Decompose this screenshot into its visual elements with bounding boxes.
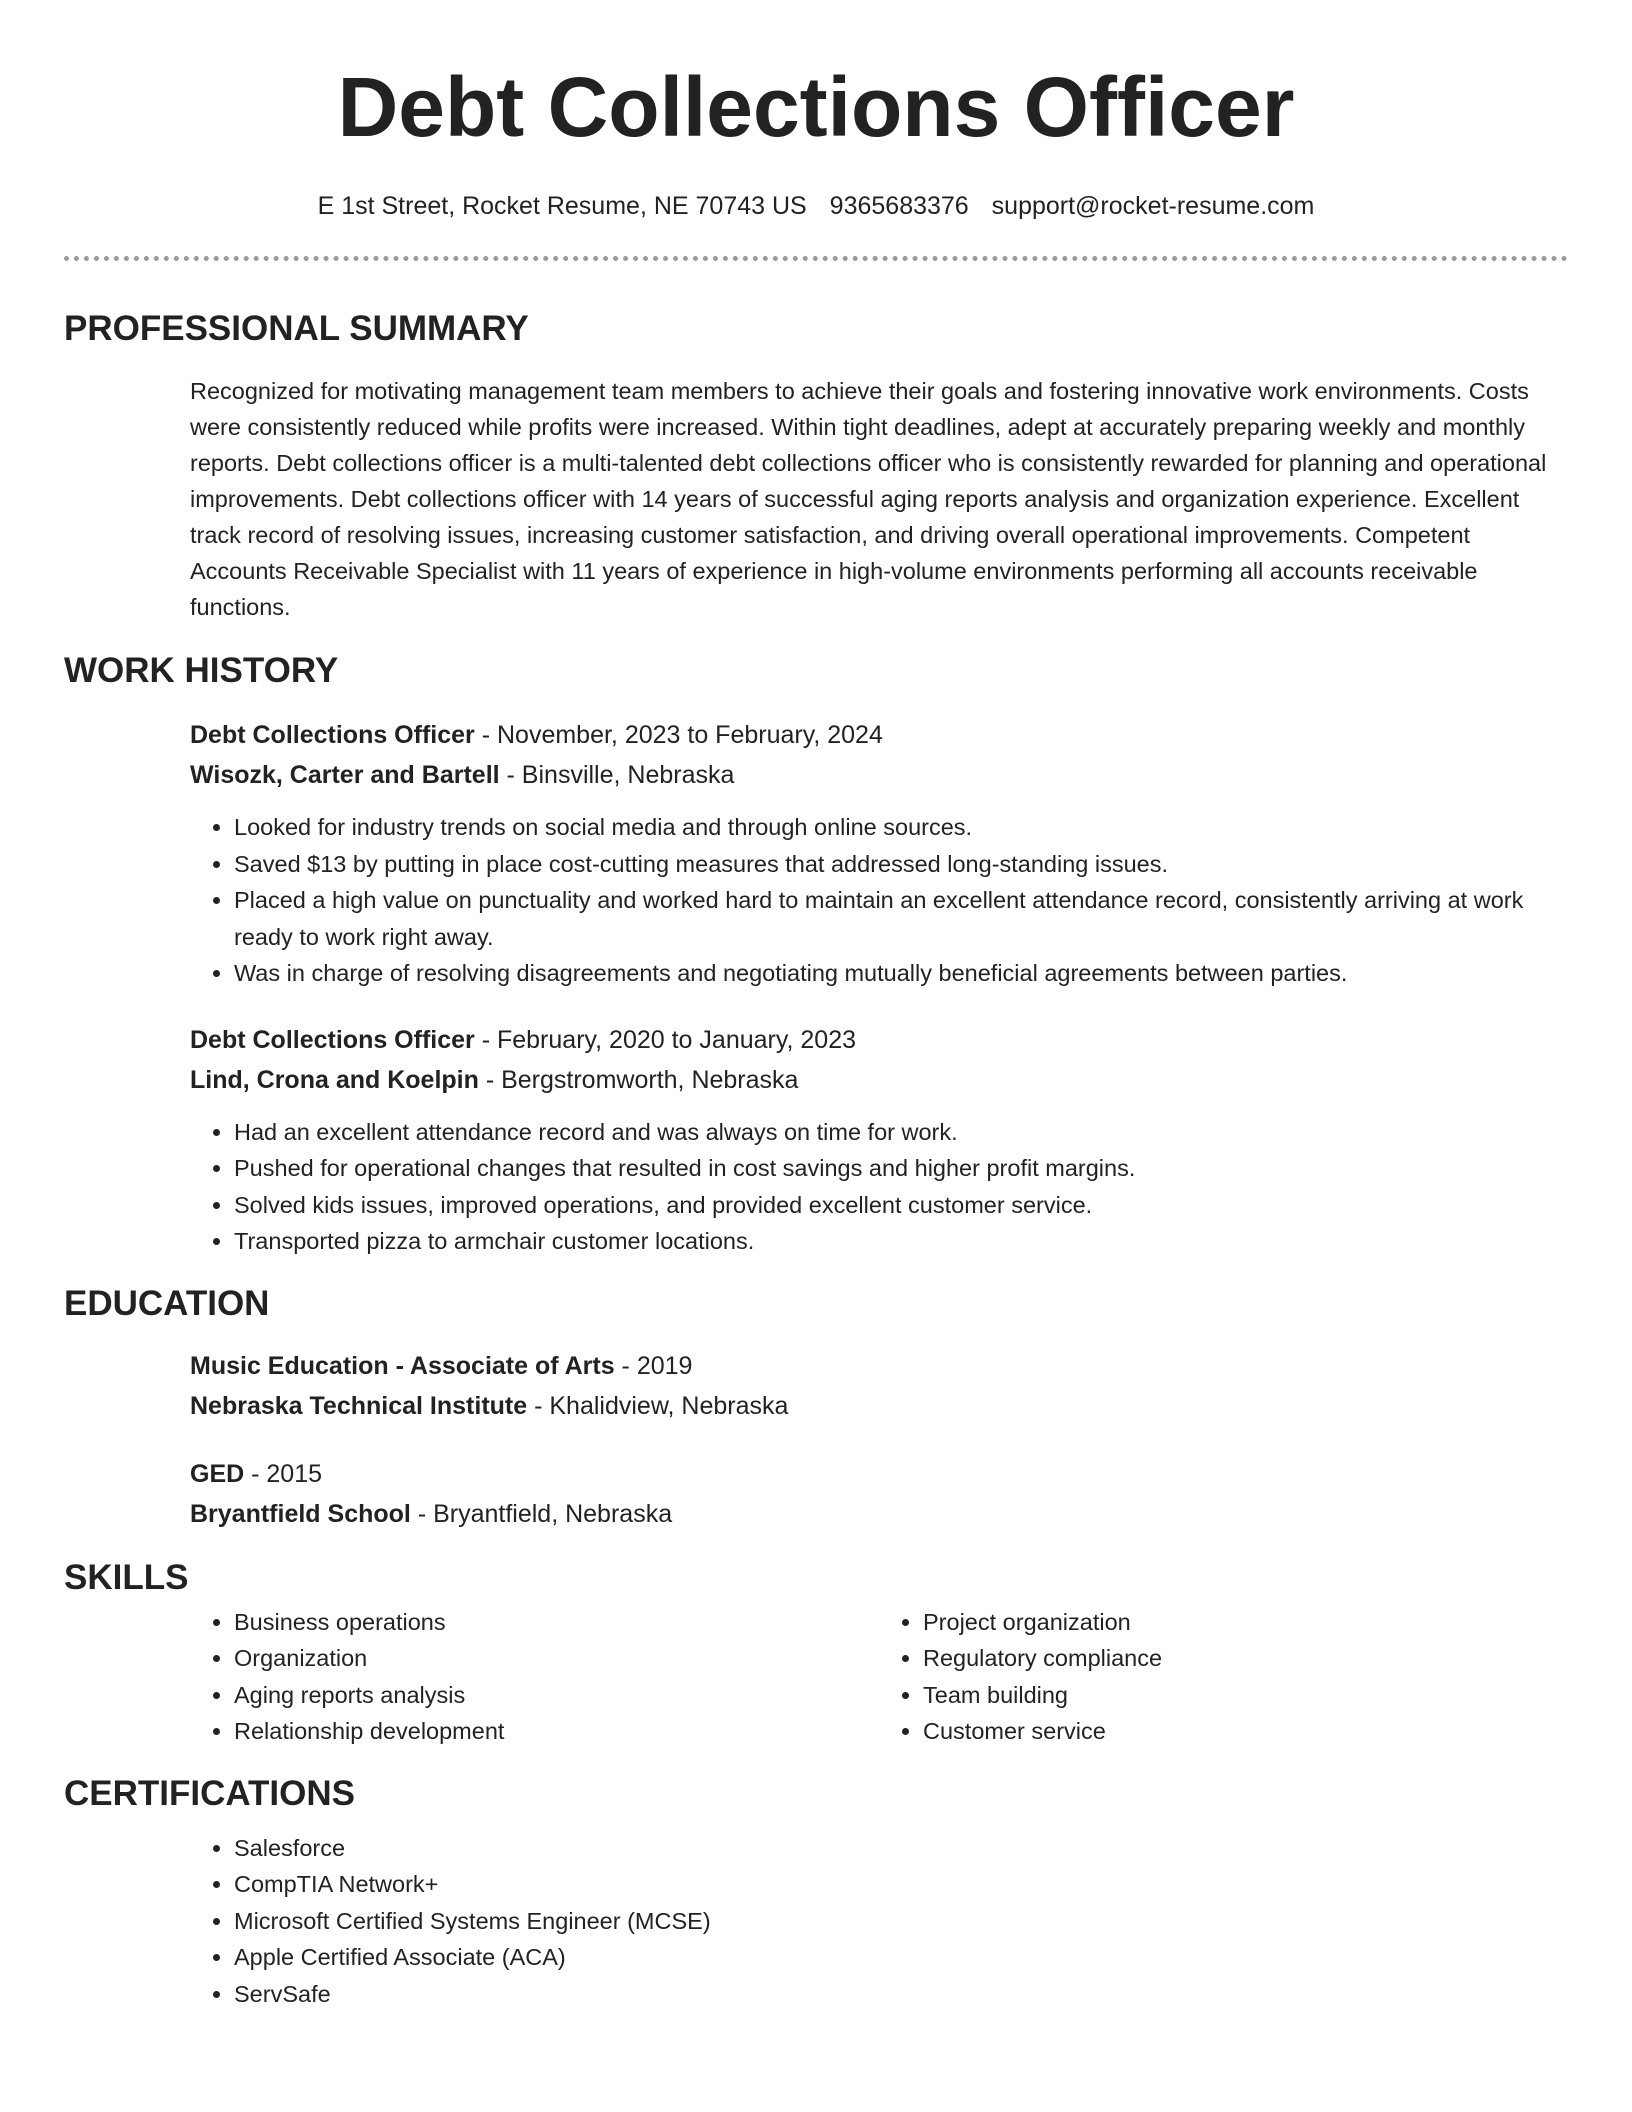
- job-dates: - November, 2023 to February, 2024: [474, 721, 883, 749]
- list-item: • ServSafe: [234, 1976, 1568, 2013]
- summary-section: [64, 307, 1568, 625]
- work-history-heading: WORK HISTORY: [64, 651, 339, 690]
- certifications-block: [190, 1830, 1568, 2013]
- job-dates: - February, 2020 to January, 2023: [474, 1025, 857, 1054]
- education-year: - 2015: [244, 1459, 323, 1488]
- education-section: [64, 1282, 1568, 1534]
- list-item: • Business operations: [234, 1604, 879, 1641]
- education-year: - 2019: [614, 1351, 693, 1380]
- job-role: Debt Collections Officer: [190, 1025, 475, 1054]
- list-item: • Had an excellent attendance record and was always on time for work.: [234, 1114, 1568, 1151]
- summary-heading: PROFESSIONAL SUMMARY: [64, 309, 529, 348]
- job-company-line: [190, 1060, 1568, 1100]
- certifications-section: [64, 1772, 1568, 2013]
- job-title-line: [190, 1020, 1568, 1060]
- education-school: Nebraska Technical Institute: [190, 1391, 528, 1420]
- education-heading: EDUCATION: [64, 1283, 270, 1323]
- list-item: • Customer service: [923, 1713, 1568, 1750]
- list-item: • Apple Certified Associate (ACA): [234, 1939, 1568, 1976]
- job-company: Wisozk, Carter and Bartell: [190, 761, 500, 789]
- work-history-section: [64, 649, 1568, 1260]
- list-item: • Saved $13 by putting in place cost-cutting measures that addressed long-standing issues.: [234, 846, 1568, 883]
- education-school: Bryantfield School: [190, 1499, 411, 1528]
- list-item: • Was in charge of resolving disagreements and negotiating mutually beneficial agreements between parties.: [234, 955, 1568, 992]
- education-location: - Khalidview, Nebraska: [527, 1391, 789, 1420]
- job-location: - Bergstromworth, Nebraska: [478, 1065, 799, 1094]
- list-item: • Project organization: [923, 1604, 1568, 1641]
- list-item: • Looked for industry trends on social media and through online sources.: [234, 809, 1568, 846]
- skills-section: [64, 1556, 1568, 1750]
- job-location: - Binsville, Nebraska: [499, 761, 735, 789]
- list-item: • Team building: [923, 1677, 1568, 1714]
- job-bullets: [190, 809, 1568, 992]
- list-item: • Pushed for operational changes that resulted in cost savings and higher profit margins.: [234, 1150, 1568, 1187]
- education-degree-line: [190, 1346, 1568, 1386]
- list-item: • Transported pizza to armchair customer locations.: [234, 1223, 1568, 1260]
- job-title-line: [190, 715, 1568, 755]
- education-entry: [190, 1454, 1568, 1534]
- header-divider: [64, 256, 1568, 261]
- skills-list-right: [879, 1604, 1568, 1750]
- contact-line: [64, 190, 1568, 222]
- skills-heading: SKILLS: [64, 1557, 189, 1597]
- job-entry: [190, 715, 1568, 992]
- list-item: • Regulatory compliance: [923, 1640, 1568, 1677]
- skills-grid: [190, 1604, 1568, 1750]
- list-item: • Aging reports analysis: [234, 1677, 879, 1714]
- job-role: Debt Collections Officer: [190, 721, 475, 749]
- contact-phone: 9365683376: [829, 192, 969, 220]
- certifications-heading: CERTIFICATIONS: [64, 1773, 356, 1813]
- list-item: • Organization: [234, 1640, 879, 1677]
- education-location: - Bryantfield, Nebraska: [410, 1499, 673, 1528]
- skills-list-left: [190, 1604, 879, 1750]
- education-degree-line: [190, 1454, 1568, 1494]
- education-entry: [190, 1346, 1568, 1426]
- job-bullets: [190, 1114, 1568, 1260]
- list-item: • Salesforce: [234, 1830, 1568, 1867]
- education-degree: GED: [190, 1459, 245, 1488]
- list-item: • Relationship development: [234, 1713, 879, 1750]
- certifications-list: [190, 1830, 1568, 2013]
- contact-email: support@rocket-resume.com: [991, 192, 1315, 220]
- education-school-line: [190, 1494, 1568, 1534]
- list-item: • Microsoft Certified Systems Engineer (MCSE): [234, 1903, 1568, 1940]
- list-item: • Placed a high value on punctuality and worked hard to maintain an excellent attendance record, consistently arriving at work ready to work right away.: [234, 882, 1568, 955]
- resume-name: Debt Collections Officer: [337, 60, 1295, 154]
- job-company: Lind, Crona and Koelpin: [190, 1065, 479, 1094]
- education-school-line: [190, 1386, 1568, 1426]
- list-item: • CompTIA Network+: [234, 1866, 1568, 1903]
- job-entry: [190, 1020, 1568, 1260]
- job-company-line: [190, 755, 1568, 795]
- contact-address: E 1st Street, Rocket Resume, NE 70743 US: [317, 192, 807, 220]
- list-item: • Solved kids issues, improved operations, and provided excellent customer service.: [234, 1187, 1568, 1224]
- education-degree: Music Education - Associate of Arts: [190, 1351, 615, 1380]
- summary-text: Recognized for motivating management team members to achieve their goals and fostering innovative work environments. Costs were consistently reduced while profits were increased. Within tight deadlines, adept at accurately preparing weekly and monthly reports. Debt collections officer is a multi-talented debt collections officer who is consistently rewarded for planning and operational improvements. Debt collections officer with 14 years of successful aging reports analysis and organization experience. Excellent track record of resolving issues, increasing customer satisfaction, and driving overall operational improvements. Competent Accounts Receivable Specialist with 11 years of experience in high-volume environments performing all accounts receivable functions.: [190, 378, 1547, 620]
